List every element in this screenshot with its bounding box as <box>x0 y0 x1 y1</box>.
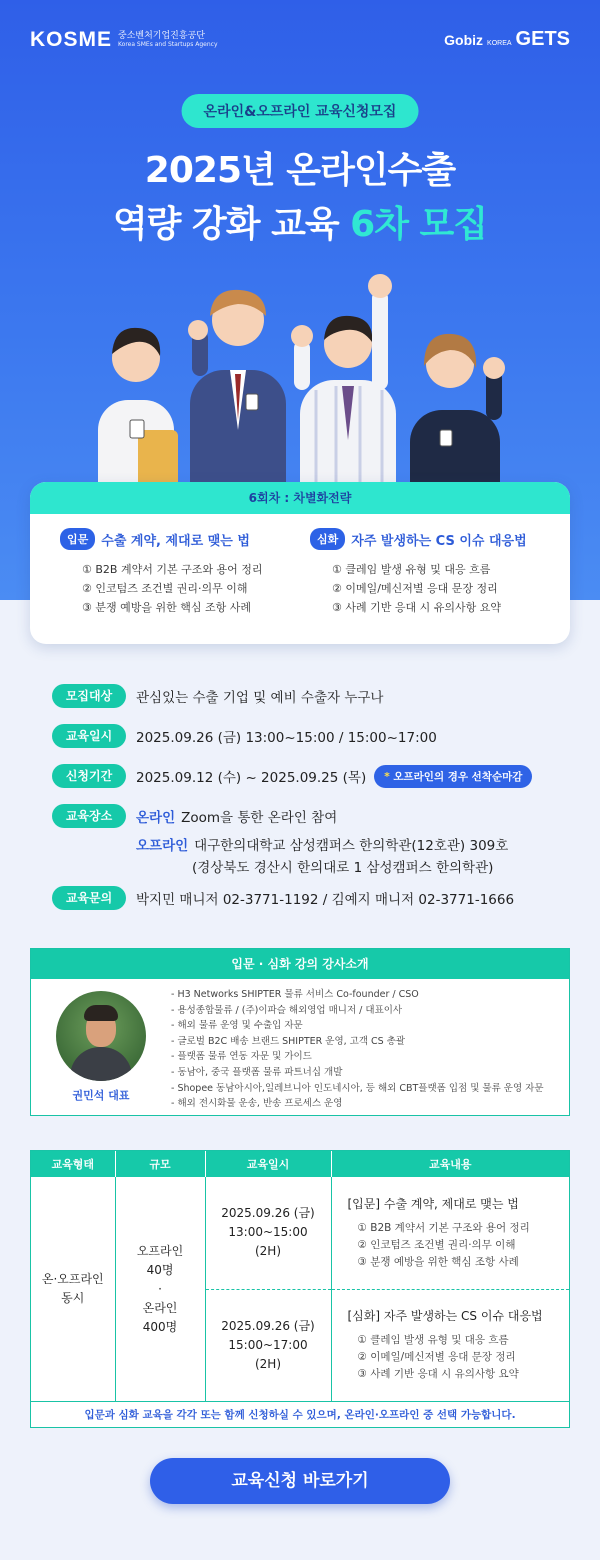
advanced-item: ② 이메일/메신저별 응대 문장 정리 <box>332 582 498 595</box>
advanced-item: ③ 사례 기반 응대 시 유의사항 요약 <box>332 601 501 614</box>
scale-cell <box>115 1177 205 1401</box>
hours-line: (2H) <box>254 1244 282 1259</box>
contact-tag: 교육문의 <box>52 886 126 910</box>
offline-line <box>136 834 508 854</box>
career-item: - 해외 물류 운영 및 수출입 자문 <box>171 1020 303 1032</box>
apply-now-button[interactable]: 교육신청 바로가기 <box>150 1458 450 1504</box>
apply-note-text: 오프라인의 경우 선착순마감 <box>393 770 523 783</box>
kosme-wordmark: KOSME <box>30 28 113 51</box>
instructor-section <box>30 948 570 1116</box>
info-row-target <box>52 684 383 708</box>
korea-wordmark: KOREA <box>487 40 512 47</box>
career-item: - 동남아, 중국 플랫폼 물류 파트너십 개발 <box>171 1066 343 1078</box>
scale-line: 400명 <box>142 1319 178 1334</box>
date-cell <box>205 1177 331 1289</box>
content-item: ③ 사례 기반 응대 시 유의사항 요약 <box>357 1368 519 1381</box>
col-header-date: 교육일시 <box>205 1151 331 1177</box>
col-header-type: 교육형태 <box>31 1151 115 1177</box>
instructor-header: 입문 · 심화 강의 강사소개 <box>31 949 569 979</box>
instructor-name: 권민석 대표 <box>72 1089 130 1102</box>
gobiz-wordmark: Gobiz <box>444 32 484 48</box>
contact-value: 박지민 매니저 02-3771-1192 / 김예지 매니저 02-3771-1666 <box>136 892 515 908</box>
kosme-subtitle <box>118 32 217 48</box>
gobiz-gets-logo <box>444 28 570 51</box>
main-title-plain: 역량 강화 교육 <box>112 204 351 245</box>
offline-kind: 오프라인 <box>136 838 189 854</box>
career-item: - Shopee 동남아시아,일레브니아 인도네시아, 등 해외 CBT플랫폼 입점 및 물류 운영 자문 <box>171 1082 544 1094</box>
instructor-profile <box>53 991 149 1103</box>
content-item: ③ 분쟁 예방을 위한 핵심 조항 사례 <box>357 1255 519 1268</box>
course-advanced <box>310 528 560 617</box>
content-item: ① B2B 계약서 기본 구조와 용어 정리 <box>357 1221 530 1234</box>
table-row <box>31 1177 569 1289</box>
offline-address: (경상북도 경산시 한의대로 1 삼성캠퍼스 한의학관) <box>192 860 494 876</box>
scale-line: 오프라인 <box>136 1243 184 1258</box>
date-value: 2025.09.26 (금) 13:00~15:00 / 15:00~17:00 <box>136 730 437 746</box>
main-title-line2 <box>0 196 600 247</box>
info-row-apply <box>52 764 532 788</box>
course-summary-card <box>30 482 570 644</box>
type-line: 동시 <box>61 1291 85 1305</box>
col-header-content: 교육내용 <box>331 1151 569 1177</box>
main-title-line1: 2025년 온라인수출 <box>144 150 456 191</box>
content-cell <box>331 1177 569 1289</box>
date-line: 2025.09.26 (금) <box>221 1206 315 1221</box>
col-header-scale: 규모 <box>115 1151 205 1177</box>
content-cell <box>331 1289 569 1401</box>
hours-line: (2H) <box>254 1356 282 1371</box>
time-line: 15:00~17:00 <box>228 1337 308 1352</box>
content-title: [입문] 수출 계약, 제대로 맺는 법 <box>347 1196 519 1211</box>
time-line: 13:00~15:00 <box>228 1225 308 1240</box>
recruit-pill: 온라인&오프라인 교육신청모집 <box>182 94 419 128</box>
advanced-item: ① 클레임 발생 유형 및 대응 흐름 <box>332 563 491 576</box>
basic-item: ③ 분쟁 예방을 위한 핵심 조항 사례 <box>82 601 251 614</box>
online-line <box>136 806 337 826</box>
target-value: 관심있는 수출 기업 및 예비 수출자 누구나 <box>136 690 384 706</box>
course-session-header: 6회차 : 차별화전략 <box>30 482 570 514</box>
star-icon: * <box>384 770 390 783</box>
apply-tag: 신청기간 <box>52 764 126 788</box>
content-item: ② 이메일/메신저별 응대 문장 정리 <box>357 1351 516 1364</box>
basic-title: 수출 계약, 제대로 맺는 법 <box>101 533 250 549</box>
type-line: 온·오프라인 <box>41 1272 104 1286</box>
online-value: Zoom을 통한 온라인 참여 <box>181 810 338 826</box>
schedule-table-section <box>30 1150 570 1428</box>
kosme-sub-en: Korea SMEs and Startups Agency <box>118 40 218 48</box>
content-item: ① 클레임 발생 유형 및 대응 흐름 <box>357 1334 509 1347</box>
online-kind: 온라인 <box>136 810 176 826</box>
info-row-contact <box>52 886 514 910</box>
course-basic <box>60 528 310 617</box>
schedule-table <box>31 1151 569 1401</box>
schedule-footnote: 입문과 심화 교육을 각각 또는 함께 신청하실 수 있으며, 온라인·오프라인 중 선택 가능합니다. <box>31 1401 569 1427</box>
main-title-accent: 6차 모집 <box>350 204 488 245</box>
instructor-career-list <box>171 987 544 1112</box>
scale-line: 온라인 <box>142 1300 178 1315</box>
career-item: - 플랫폼 물류 연동 자문 및 가이드 <box>171 1051 312 1063</box>
type-cell <box>31 1177 115 1401</box>
scale-line: 40명 <box>146 1262 174 1277</box>
date-line: 2025.09.26 (금) <box>221 1318 315 1333</box>
apply-value: 2025.09.12 (수) ~ 2025.09.25 (목) <box>136 770 367 786</box>
date-cell <box>205 1289 331 1401</box>
kosme-sub-ko: 중소벤처기업진흥공단 <box>118 30 205 41</box>
content-item: ② 인코텀즈 조건별 권리·의무 이해 <box>357 1238 516 1251</box>
career-item: - H3 Networks SHIPTER 물류 서비스 Co-founder / CSO <box>171 989 419 1000</box>
career-item: - 용성종합물류 / (주)이파슬 해외영업 매니저 / 대표이사 <box>171 1004 403 1016</box>
basic-badge: 입문 <box>60 528 95 550</box>
info-row-place <box>52 804 337 828</box>
basic-item: ② 인코텀즈 조건별 권리·의무 이해 <box>82 582 248 595</box>
avatar <box>56 991 146 1081</box>
offline-value: 대구한의대학교 삼성캠퍼스 한의학관(12호관) 309호 <box>194 838 509 854</box>
content-title: [심화] 자주 발생하는 CS 이슈 대응법 <box>347 1309 543 1324</box>
advanced-title: 자주 발생하는 CS 이슈 대응법 <box>351 533 527 549</box>
date-tag: 교육일시 <box>52 724 126 748</box>
basic-item: ① B2B 계약서 기본 구조와 용어 정리 <box>82 563 263 576</box>
target-tag: 모집대상 <box>52 684 126 708</box>
scale-line: · <box>158 1281 162 1296</box>
info-row-date <box>52 724 437 748</box>
kosme-logo <box>30 28 218 52</box>
gets-wordmark: GETS <box>515 28 570 50</box>
career-item: - 해외 전시화물 운송, 반송 프로세스 운영 <box>171 1098 343 1110</box>
apply-note-badge <box>374 765 532 788</box>
career-item: - 글로벌 B2C 배송 브랜드 SHIPTER 운영, 고객 CS 총괄 <box>171 1035 406 1047</box>
advanced-badge: 심화 <box>310 528 345 550</box>
place-tag: 교육장소 <box>52 804 126 828</box>
